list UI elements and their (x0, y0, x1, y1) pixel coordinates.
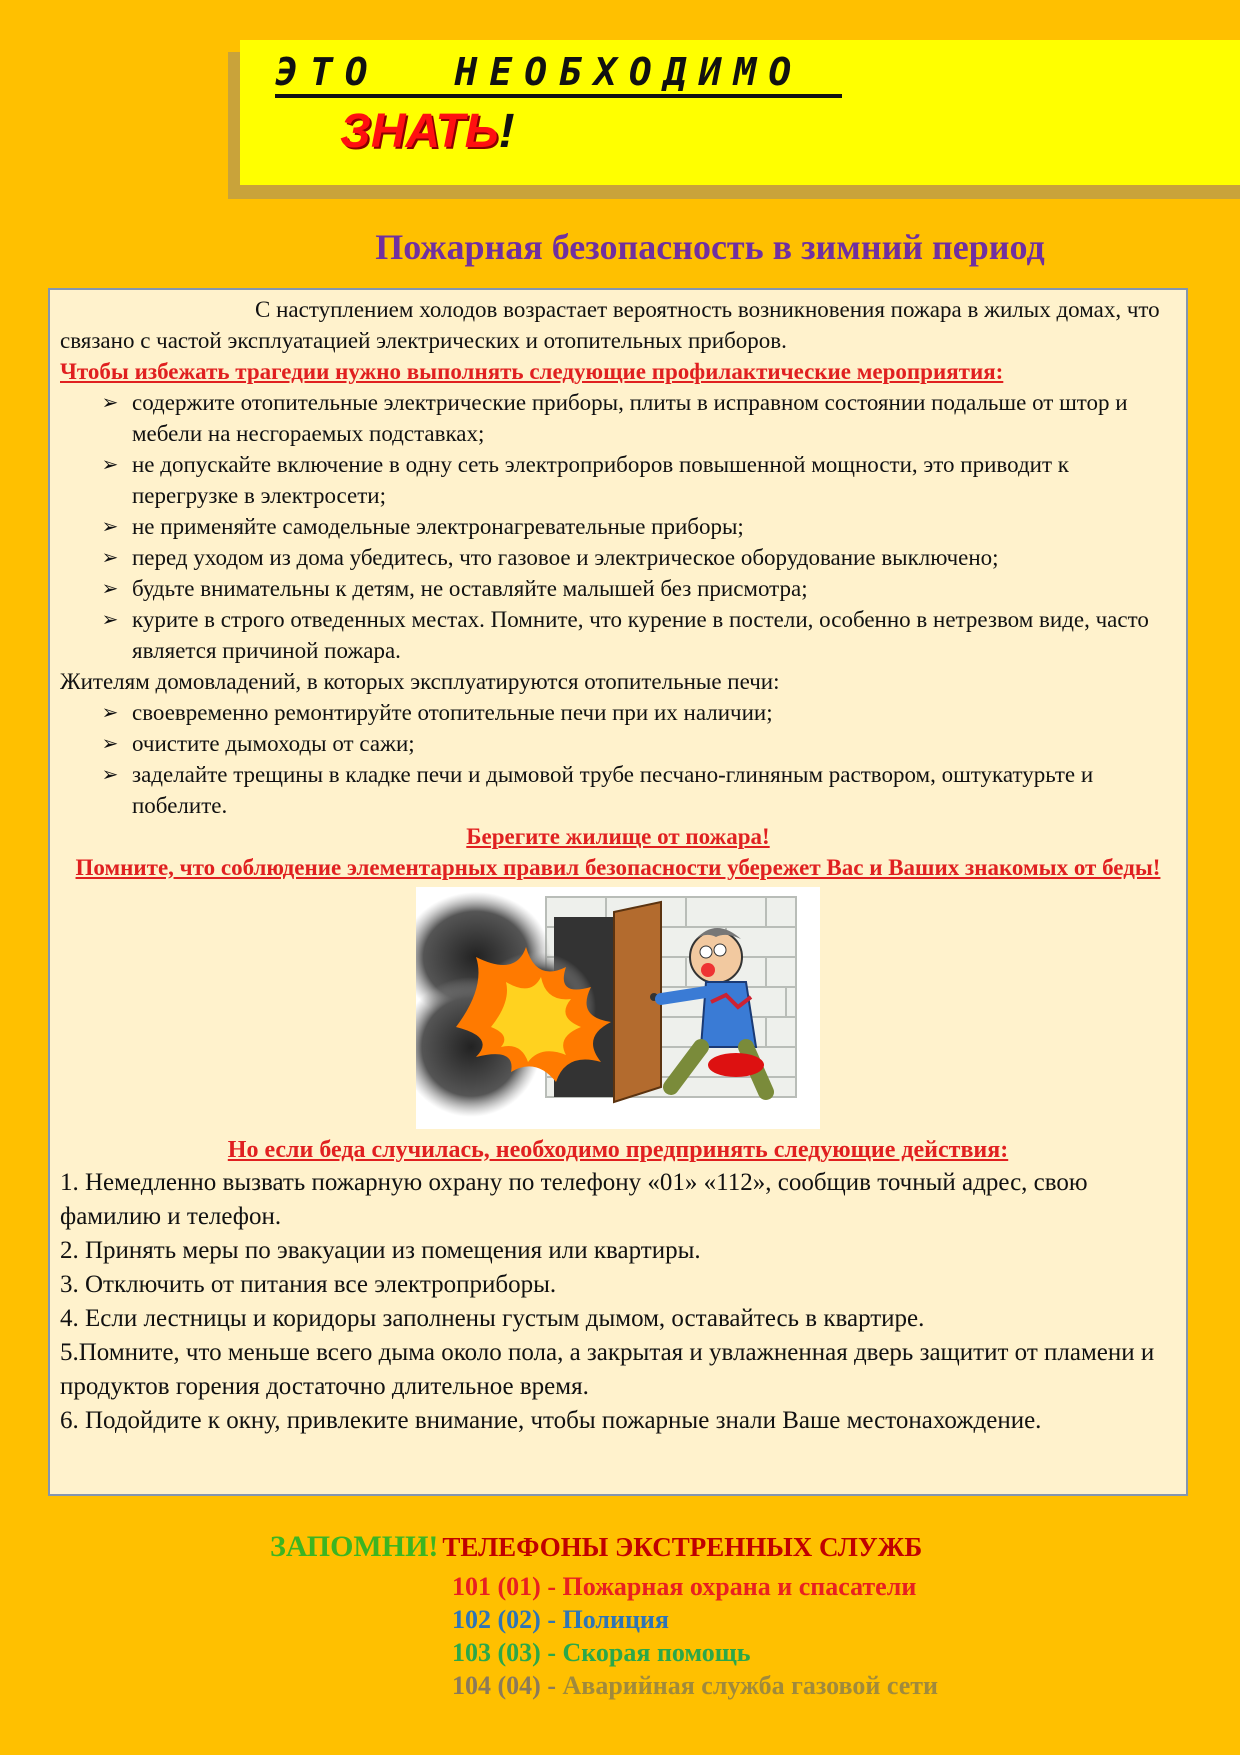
arrowhead-bullet-icon: ➢ (101, 607, 119, 631)
list-item: 5.Помните, что меньше всего дыма около пола, а закрытая и увлажненная дверь защитит от пламени и продуктов горения достаточно длительное время. (60, 1339, 1155, 1400)
phone-service: Скорая помощь (562, 1638, 751, 1667)
banner-underline (275, 94, 842, 98)
prevention-heading: Чтобы избежать трагедии нужно выполнять следующие профилактические мероприятия: (60, 359, 1004, 384)
list-item-text: будьте внимательны к детям, не оставляйте малышей без присмотра; (132, 576, 808, 601)
banner-line2-word: ЗНАТЬ (340, 105, 499, 158)
phone-number: 104 (04) (452, 1671, 541, 1700)
phone-separator: - (540, 1671, 563, 1700)
phone-row-police (452, 1603, 938, 1636)
warning-protect-home: Берегите жилище от пожара! (466, 824, 770, 849)
phones-list (452, 1570, 938, 1702)
arrowhead-bullet-icon: ➢ (101, 452, 119, 476)
list-item (98, 604, 1176, 666)
list-item (98, 511, 1176, 542)
arrowhead-bullet-icon: ➢ (101, 762, 119, 786)
phone-number: 103 (03) (452, 1638, 541, 1667)
phones-heading (270, 1530, 922, 1564)
content-box (48, 288, 1188, 1496)
actions-heading: Но если беда случилась, необходимо предпринять следующие действия: (227, 1137, 1009, 1163)
list-item-text: не применяйте самодельные электронагревательные приборы; (132, 514, 744, 539)
phone-separator: - (540, 1638, 563, 1667)
phone-service: Пожарная охрана и спасатели (562, 1572, 917, 1601)
list-item: 6. Подойдите к окну, привлеките внимание, чтобы пожарные знали Ваше местонахождение. (60, 1407, 1042, 1434)
arrowhead-bullet-icon: ➢ (101, 700, 119, 724)
banner-line1: ЭТО НЕОБХОДИМО (275, 50, 804, 94)
phone-separator: - (540, 1572, 563, 1601)
phone-number: 102 (02) (452, 1605, 541, 1634)
arrowhead-bullet-icon: ➢ (101, 514, 119, 538)
arrowhead-bullet-icon: ➢ (101, 545, 119, 569)
list-item (98, 387, 1176, 449)
prevention-list (98, 387, 1176, 666)
phone-row-fire (452, 1570, 938, 1603)
list-item (98, 449, 1176, 511)
arrowhead-bullet-icon: ➢ (101, 390, 119, 414)
page-title: Пожарная безопасность в зимний период (375, 227, 1045, 267)
list-item: 1. Немедленно вызвать пожарную охрану по телефону «01» «112», сообщив точный адрес, свою фамилию и телефон. (60, 1169, 1088, 1230)
banner-line2 (340, 104, 515, 159)
list-item (98, 697, 1176, 728)
list-item-text: содержите отопительные электрические приборы, плиты в исправном состоянии подальше от штор и мебели на несгораемых подставках; (132, 390, 1128, 446)
arrowhead-bullet-icon: ➢ (101, 731, 119, 755)
list-item-text: перед уходом из дома убедитесь, что газовое и электрическое оборудование выключено; (132, 545, 999, 570)
list-item (98, 573, 1176, 604)
arrowhead-bullet-icon: ➢ (101, 576, 119, 600)
phones-services: ТЕЛЕФОНЫ ЭКСТРЕННЫХ СЛУЖБ (442, 1532, 923, 1562)
fire-illustration (416, 887, 820, 1129)
phone-service: Аварийная служба газовой сети (562, 1671, 939, 1700)
phone-service: Полиция (562, 1605, 669, 1634)
header-banner (240, 40, 1240, 185)
warning-safety-rules: Помните, что соблюдение элементарных правил безопасности убережет Вас и Ваших знакомых от беды! (75, 855, 1161, 880)
banner-exclamation: ! (498, 105, 515, 158)
phone-separator: - (540, 1605, 563, 1634)
list-item: 2. Принять меры по эвакуации из помещения или квартиры. (60, 1237, 701, 1264)
actions-list (60, 1166, 1176, 1438)
phone-row-ambulance (452, 1636, 938, 1669)
phones-remember: ЗАПОМНИ! (270, 1530, 439, 1563)
list-item: 4. Если лестницы и коридоры заполнены густым дымом, оставайтесь в квартире. (60, 1305, 925, 1332)
list-item (98, 542, 1176, 573)
stoves-heading: Жителям домовладений, в которых эксплуатируются отопительные печи: (60, 669, 780, 694)
list-item (98, 728, 1176, 759)
list-item: 3. Отключить от питания все электроприборы. (60, 1271, 557, 1298)
list-item-text: не допускайте включение в одну сеть электроприборов повышенной мощности, это приводит к перегрузке в электросети; (132, 452, 1069, 508)
phone-row-gas (452, 1669, 938, 1702)
fire-escape-illustration-icon (416, 887, 820, 1129)
list-item-text: своевременно ремонтируйте отопительные печи при их наличии; (132, 700, 773, 725)
list-item-text: курите в строго отведенных местах. Помните, что курение в постели, особенно в нетрезвом виде, часто является причиной пожара. (132, 607, 1149, 663)
list-item (98, 759, 1176, 821)
list-item-text: очистите дымоходы от сажи; (132, 731, 415, 756)
stoves-list (98, 697, 1176, 821)
list-item-text: заделайте трещины в кладке печи и дымовой трубе песчано-глиняным раствором, оштукатурьте и побелите. (132, 762, 1094, 818)
phone-number: 101 (01) (452, 1572, 541, 1601)
intro-paragraph: С наступлением холодов возрастает вероятность возникновения пожара в жилых домах, что связано с частой эксплуатацией электрических и отопительных приборов. (60, 297, 1160, 353)
